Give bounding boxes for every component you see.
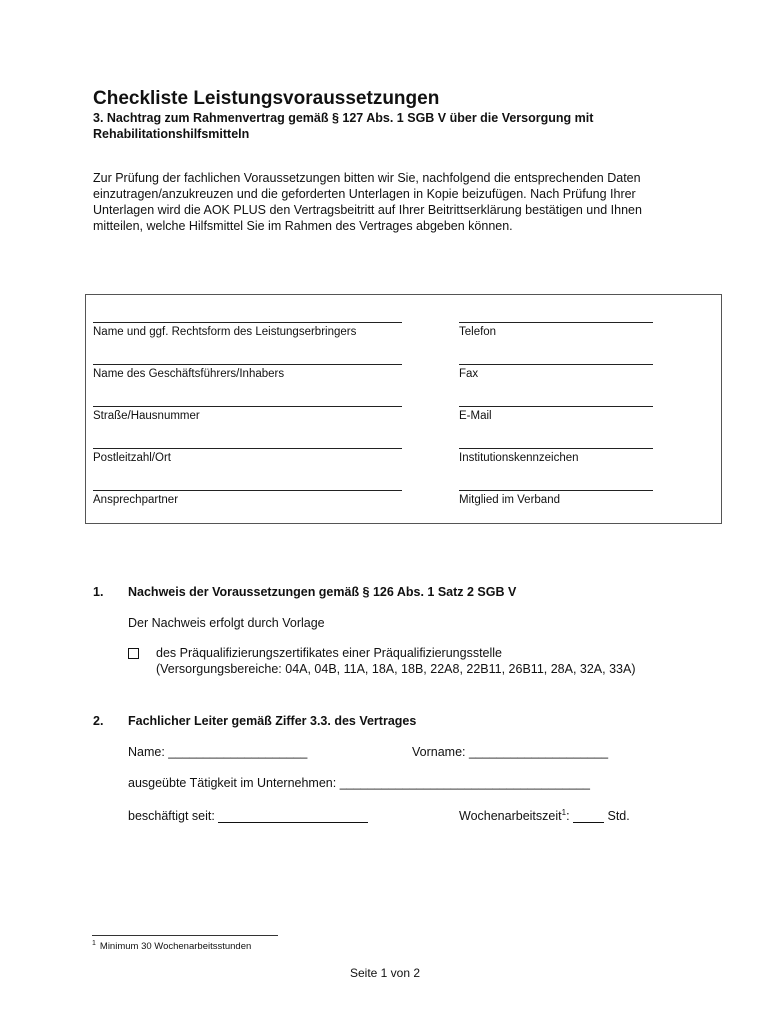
provider-data-box (85, 294, 722, 524)
leader-employed-field[interactable] (218, 807, 368, 823)
section-1-title: Nachweis der Voraussetzungen gemäß § 126 Abs. 1 Satz 2 SGB V (128, 585, 517, 599)
document-title: Checkliste Leistungsvoraussetzungen (93, 88, 440, 109)
leader-name-row (128, 745, 307, 759)
section-1-number: 1. (93, 585, 104, 599)
field-line-phone[interactable] (459, 322, 653, 323)
section-2-number: 2. (93, 714, 104, 728)
leader-name-field[interactable]: ____________________ (168, 745, 308, 759)
field-line-association[interactable] (459, 490, 653, 491)
hours-footnote-ref: 1 (561, 807, 567, 817)
leader-hours-label: Wochenarbeitszeit (459, 809, 562, 823)
leader-employed-row (128, 807, 368, 823)
field-label-ik: Institutionskennzeichen (459, 452, 579, 464)
field-label-email: E-Mail (459, 410, 492, 422)
leader-activity-row (128, 776, 590, 790)
leader-hours-row (459, 807, 630, 823)
pq-certificate-label: des Präqualifizierungszertifikates einer Präqualifizierungsstelle (156, 646, 503, 660)
field-label-fax: Fax (459, 368, 479, 380)
document-subtitle: 3. Nachtrag zum Rahmenvertrag gemäß § 127 Abs. 1 SGB V über die Versorgung mit Rehabilitationshilfsmitteln (93, 111, 594, 141)
field-label-provider-name: Name und ggf. Rechtsform des Leistungserbringers (93, 326, 357, 338)
field-label-phone: Telefon (459, 326, 497, 338)
footnote-separator (92, 935, 278, 936)
field-line-provider-name[interactable] (93, 322, 402, 323)
leader-activity-label: ausgeübte Tätigkeit im Unternehmen: (128, 776, 340, 790)
leader-vorname-row (412, 745, 608, 759)
footnote (92, 940, 251, 952)
leader-hours-field[interactable] (573, 807, 604, 823)
field-line-street[interactable] (93, 406, 402, 407)
pq-certificate-detail: (Versorgungsbereiche: 04A, 04B, 11A, 18A, 18B, 22A8, 22B11, 26B11, 28A, 32A, 33A) (156, 662, 636, 676)
field-label-postal: Postleitzahl/Ort (93, 452, 171, 464)
field-line-manager[interactable] (93, 364, 402, 365)
leader-vorname-field[interactable]: ____________________ (468, 745, 609, 759)
footnote-marker: 1 (92, 940, 96, 947)
page-number: Seite 1 von 2 (349, 966, 421, 980)
leader-name-label: Name: (128, 745, 169, 759)
section-2-title: Fachlicher Leiter gemäß Ziffer 3.3. des Vertrages (128, 714, 417, 728)
leader-activity-field[interactable]: ____________________________________ (339, 776, 590, 790)
leader-vorname-label: Vorname: (412, 745, 469, 759)
intro-paragraph: Zur Prüfung der fachlichen Voraussetzungen bitten wir Sie, nachfolgend die entsprechenden Daten einzutragen/anzukreuzen und die geforderten Unterlagen in Kopie beizufügen. Nach Prüfung Ihrer Unterlagen wird die AOK PLUS den Vertragsbeitritt auf Ihrer Beitrittserklärung bestätigen und Ihnen mitteilen, welche Hilfsmittel Sie im Rahmen des Vertrages abgeben können. (93, 171, 642, 233)
leader-employed-label: beschäftigt seit: (128, 809, 219, 823)
hours-colon: : (566, 809, 574, 823)
pq-certificate-checkbox[interactable] (128, 648, 139, 659)
field-label-street: Straße/Hausnummer (93, 410, 200, 422)
field-line-contact[interactable] (93, 490, 402, 491)
field-line-ik[interactable] (459, 448, 653, 449)
section-1-text: Der Nachweis erfolgt durch Vorlage (128, 616, 325, 630)
field-label-manager: Name des Geschäftsführers/Inhabers (93, 368, 285, 380)
field-line-postal[interactable] (93, 448, 402, 449)
footnote-text: Minimum 30 Wochenarbeitsstunden (99, 941, 252, 953)
field-line-fax[interactable] (459, 364, 653, 365)
hours-unit: Std. (604, 809, 630, 823)
field-line-email[interactable] (459, 406, 653, 407)
field-label-association: Mitglied im Verband (459, 494, 560, 506)
field-label-contact: Ansprechpartner (93, 494, 179, 506)
